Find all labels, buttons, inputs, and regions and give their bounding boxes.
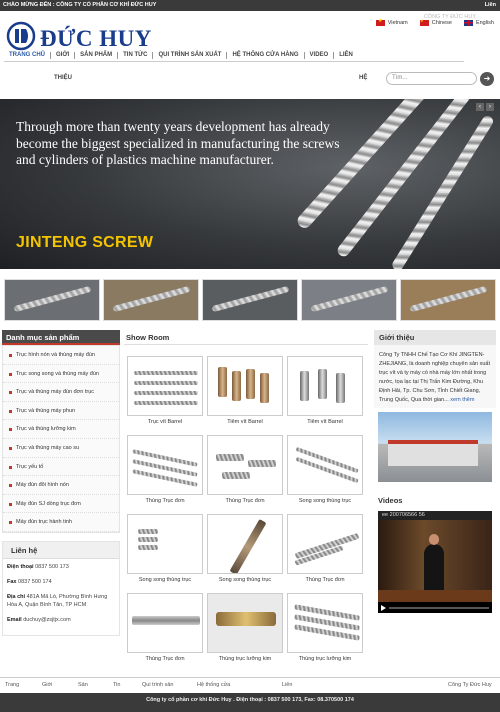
nav-contact-continued[interactable]: HỆ <box>359 75 368 81</box>
lang-label: Vietnam <box>387 20 408 26</box>
nav-home[interactable]: TRANG CHỦ <box>4 52 51 59</box>
nav-stores[interactable]: HỆ THỐNG CỬA HÀNG <box>227 52 304 59</box>
phone-label: Điện thoại <box>7 563 34 570</box>
right-sidebar <box>374 330 496 613</box>
category-item[interactable]: Trục và thùng máy cao su <box>3 439 119 458</box>
slider-prev-icon[interactable]: ‹ <box>476 103 484 111</box>
category-item[interactable]: Trục yếu tố <box>3 458 119 477</box>
product-image[interactable] <box>287 356 363 416</box>
nav-products[interactable]: SẢN PHẨM <box>75 52 118 59</box>
hero-banner[interactable] <box>0 99 500 269</box>
nav-divider <box>4 61 464 62</box>
intro-text: Công Ty TNHH Chế Tạo Cơ Khí JINGTEN-ZHEJIANG, là doanh nghiệp chuyên sản xuất trục vít và ty máy có nhà máy lớn nhất trong nước, tọa lạc tại Thị Trấn Kim Đường, Khu Định Hải, Tp. Chu Sơn, Tỉnh Chiết Giang, Trung Quốc, Qua thời gian... <box>379 352 490 403</box>
lang-chinese[interactable] <box>420 20 452 26</box>
product-card[interactable] <box>127 514 203 590</box>
category-item[interactable]: Máy đùn trục hành tinh <box>3 513 119 532</box>
product-card[interactable] <box>127 356 203 432</box>
play-icon[interactable] <box>381 605 386 611</box>
category-item[interactable]: Máy đùn SJ dòng trục đơn <box>3 495 119 514</box>
top-contact-link[interactable]: Liên <box>484 2 496 8</box>
nav-news[interactable]: TIN TỨC <box>118 52 153 59</box>
nav-video[interactable]: VIDEO <box>305 52 335 59</box>
category-item[interactable]: Trục song song và thùng máy đùn <box>3 365 119 384</box>
category-item[interactable]: Máy đùn đôi hình nón <box>3 476 119 495</box>
footer-nav <box>0 679 500 692</box>
product-image[interactable] <box>127 356 203 416</box>
nav-process[interactable]: QUI TRÌNH SẢN XUẤT <box>153 52 227 59</box>
intro-read-more-link[interactable]: xem thêm <box>450 397 475 403</box>
intro-title: Giới thiệu <box>374 330 496 345</box>
product-name[interactable]: Trục vít Barrel <box>147 419 183 425</box>
video-player[interactable] <box>378 511 492 613</box>
contact-box <box>2 541 120 636</box>
video-title: ee 200706566 56 <box>378 511 492 520</box>
product-card[interactable] <box>207 356 283 432</box>
slider-next-icon[interactable]: › <box>486 103 494 111</box>
product-card[interactable] <box>287 593 363 669</box>
product-image[interactable] <box>207 514 283 574</box>
product-card[interactable] <box>207 593 283 669</box>
product-name[interactable]: Tiêm vít Barrel <box>307 419 343 425</box>
product-name[interactable]: Song song thùng trục <box>218 577 272 583</box>
product-image[interactable] <box>127 514 203 574</box>
product-card[interactable] <box>287 435 363 511</box>
showroom-title: Show Room <box>124 330 368 345</box>
nav-about[interactable]: GIỚI <box>51 52 75 59</box>
video-controls <box>378 602 492 613</box>
lang-english[interactable] <box>464 20 494 26</box>
contact-title: Liên hệ <box>3 542 119 559</box>
logo-mark-icon <box>6 21 36 51</box>
product-card[interactable] <box>127 435 203 511</box>
thumbnail[interactable] <box>400 279 496 321</box>
product-image[interactable] <box>127 435 203 495</box>
screw-image <box>390 114 495 269</box>
welcome-text: CHÀO MỪNG ĐẾN : CÔNG TY CỔ PHẦN CƠ KHÍ ĐỨC HUY <box>3 2 157 8</box>
category-title: Danh mục sản phẩm <box>2 330 120 345</box>
vietnam-flag-icon <box>376 20 385 26</box>
footer-link-news[interactable]: Tin <box>113 682 121 688</box>
fax-value: 0837 500 174 <box>18 578 52 585</box>
product-name[interactable]: Thùng trục lưỡng kim <box>298 656 352 662</box>
video-frame <box>378 520 492 602</box>
contact-address <box>7 593 115 609</box>
thumbnail[interactable] <box>202 279 298 321</box>
category-item[interactable]: Trục và thùng máy đùn đơn trục <box>3 383 119 402</box>
product-name[interactable]: Song song thùng trục <box>138 577 192 583</box>
thumbnail[interactable] <box>4 279 100 321</box>
product-image[interactable] <box>207 356 283 416</box>
thumbnail[interactable] <box>301 279 397 321</box>
footer-link-about[interactable]: Giới <box>42 682 53 688</box>
intro-body <box>374 345 496 408</box>
product-name[interactable]: Thùng Trục đơn <box>145 498 185 504</box>
product-card[interactable] <box>127 593 203 669</box>
header-clock: CÔNG TY ĐỨC HUY <box>423 14 476 20</box>
product-image[interactable] <box>287 435 363 495</box>
slider-controls <box>476 103 494 111</box>
nav-about-continued[interactable]: THIỆU <box>54 75 72 81</box>
search-input[interactable]: Tìm... <box>386 72 477 85</box>
logo-text: ĐỨC HUY <box>40 26 152 51</box>
banner-brand: JINTENG SCREW <box>16 234 154 251</box>
showroom <box>124 330 368 669</box>
footer-link-home[interactable]: Trang <box>5 682 20 688</box>
contact-fax <box>7 578 115 586</box>
product-image[interactable] <box>287 593 363 653</box>
footer-copyright: Công ty cổ phần cơ khí Đức Huy . Điện thoại : 0837 500 173, Fax: 08.370500 174 <box>0 693 500 712</box>
factory-image <box>378 412 492 482</box>
contact-email <box>7 616 115 624</box>
footer-brand: Công Ty Đức Huy <box>448 682 492 688</box>
main-nav <box>4 49 358 61</box>
product-card[interactable] <box>287 514 363 590</box>
email-label: Email <box>7 616 22 623</box>
product-name[interactable]: Thùng Trục đơn <box>145 656 185 662</box>
footer-link-process[interactable]: Qui trình sản <box>142 682 174 688</box>
videos-title: Videos <box>378 496 403 505</box>
product-card[interactable] <box>287 356 363 432</box>
footer-divider <box>0 677 500 678</box>
lang-vietnam[interactable] <box>376 20 408 26</box>
search-arrow-icon: ➜ <box>483 74 491 83</box>
left-sidebar <box>2 330 120 636</box>
contact-details <box>3 559 119 635</box>
product-image[interactable] <box>207 593 283 653</box>
video-person <box>424 544 444 594</box>
product-name[interactable]: Thùng trục lưỡng kim <box>218 656 272 662</box>
category-item[interactable]: Trục hình nón và thùng máy đùn <box>3 346 119 365</box>
product-image[interactable] <box>127 593 203 653</box>
contact-phone <box>7 563 115 571</box>
footer-link-contact[interactable]: Liên <box>282 682 293 688</box>
product-card[interactable] <box>207 435 283 511</box>
header <box>0 11 500 99</box>
address-label: Địa chỉ <box>7 593 26 600</box>
lang-label: Chinese <box>431 20 452 26</box>
thumbnail[interactable] <box>103 279 199 321</box>
product-card[interactable] <box>207 514 283 590</box>
category-list <box>2 345 120 533</box>
uk-flag-icon <box>464 20 473 26</box>
product-image[interactable] <box>287 514 363 574</box>
video-progress-bar[interactable] <box>389 607 489 609</box>
top-bar <box>0 0 500 11</box>
product-name[interactable]: Thùng Trục đơn <box>305 577 345 583</box>
video-desk <box>378 590 492 602</box>
language-switcher <box>376 20 494 26</box>
nav-contact[interactable]: LIÊN <box>339 51 353 58</box>
search-go-button[interactable] <box>480 72 494 86</box>
phone-value: 0837 500 173 <box>35 563 69 570</box>
category-item[interactable]: Trục và thùng máy phun <box>3 402 119 421</box>
product-name[interactable]: Song song thùng trục <box>298 498 352 504</box>
fax-label: Fax <box>7 578 17 585</box>
banner-headline: Through more than twenty years development has already become the biggest specialized in manufacturing the screws and cylinders of plastics machine manufacturer. <box>16 119 340 167</box>
address-value: 481A Mã Lò, Phường Bình Hưng Hòa A, Quận Bình Tân, TP HCM <box>7 593 108 608</box>
thumbnail-strip <box>4 279 496 321</box>
footer-link-stores[interactable]: Hệ thống cửa <box>197 682 231 688</box>
product-name[interactable]: Thùng Trục đơn <box>225 498 265 504</box>
footer-link-products[interactable]: Sản <box>78 682 88 688</box>
product-grid <box>127 356 368 669</box>
product-name[interactable]: Tiêm vít Barrel <box>227 419 263 425</box>
lang-label: English <box>475 20 494 26</box>
email-value[interactable]: duchuy@zsjtjx.com <box>23 616 71 623</box>
category-item[interactable]: Trục và thùng lưỡng kim <box>3 420 119 439</box>
china-flag-icon <box>420 20 429 26</box>
product-image[interactable] <box>207 435 283 495</box>
